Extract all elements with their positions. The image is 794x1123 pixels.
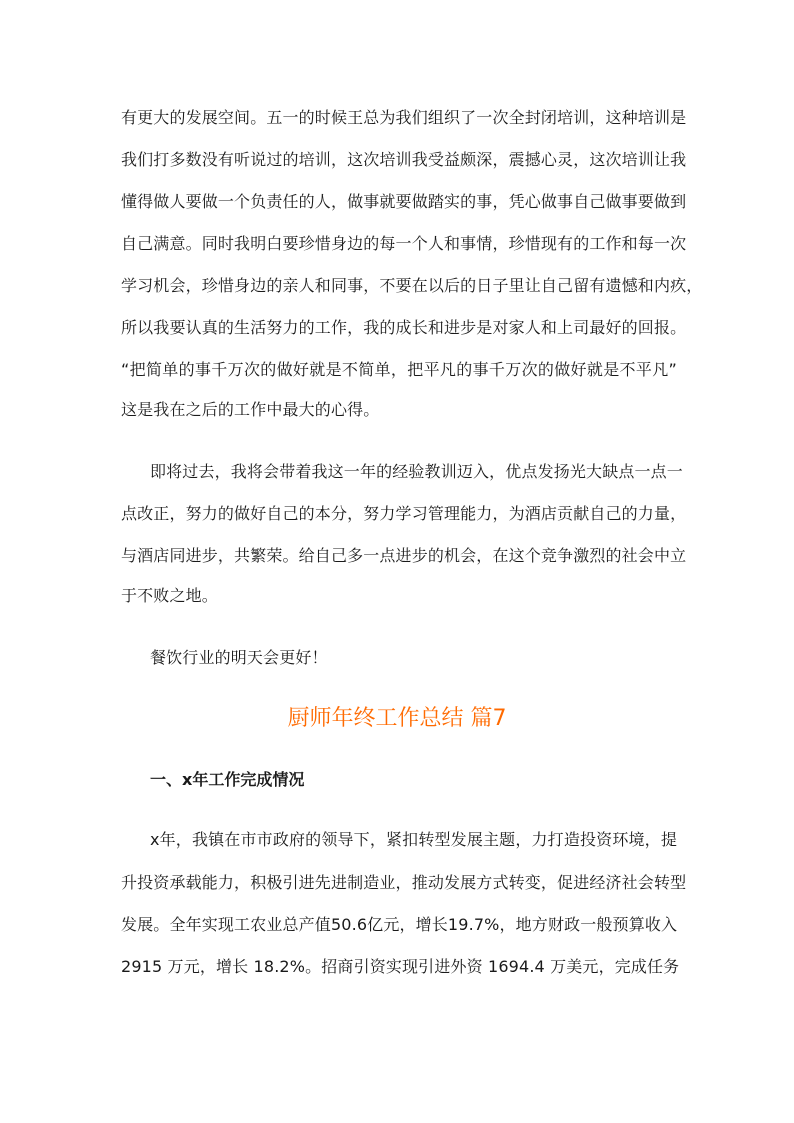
paragraph-3-line-1: 餐饮行业的明天会更好！ — [150, 648, 328, 667]
paragraph-1-line-3: 懂得做人要做一个负责任的人，做事就要做踏实的事，凭心做事自己做事要做到 — [121, 192, 687, 211]
paragraph-1-line-5: 学习机会，珍惜身边的亲人和同事，不要在以后的日子里让自己留有遗憾和内疚， — [121, 276, 703, 295]
paragraph-4-line-1: x年，我镇在市市政府的领导下，紧扣转型发展主题，力打造投资环境，提 — [150, 830, 677, 849]
paragraph-1-line-2: 我们打多数没有听说过的培训，这次培训我受益颇深，震撼心灵，这次培训让我 — [121, 150, 687, 169]
paragraph-2-line-4: 于不败之地。 — [121, 586, 218, 605]
paragraph-1-line-7: “把简单的事千万次的做好就是不简单，把平凡的事千万次的做好就是不平凡” — [121, 360, 677, 379]
paragraph-2-line-1: 即将过去，我将会带着我这一年的经验教训迈入，优点发扬光大缺点一点一 — [150, 462, 683, 481]
paragraph-4-line-4: 2915 万元，增长 18.2%。招商引资实现引进外资 1694.4 万美元，完成任务 — [121, 957, 680, 976]
paragraph-1-line-1: 有更大的发展空间。五一的时候王总为我们组织了一次全封闭培训，这种培训是 — [121, 108, 687, 127]
paragraph-4-line-2: 升投资承载能力，积极引进先进制造业，推动发展方式转变，促进经济社会转型 — [121, 873, 687, 892]
section-subheading: 一、x年工作完成情况 — [150, 770, 305, 789]
section-title: 厨师年终工作总结 篇7 — [287, 706, 507, 731]
paragraph-4-line-3: 发展。全年实现工农业总产值50.6亿元，增长19.7%，地方财政一般预算收入 — [121, 915, 678, 934]
paragraph-1-line-4: 自己满意。同时我明白要珍惜身边的每一个人和事情，珍惜现有的工作和每一次 — [121, 234, 687, 253]
paragraph-2-line-3: 与酒店同进步，共繁荣。给自己多一点进步的机会，在这个竞争激烈的社会中立 — [121, 546, 687, 565]
paragraph-2-line-2: 点改正，努力的做好自己的本分，努力学习管理能力，为酒店贡献自己的力量， — [121, 504, 687, 523]
paragraph-1-line-6: 所以我要认真的生活努力的工作，我的成长和进步是对家人和上司最好的回报。 — [121, 318, 687, 337]
paragraph-1-line-8: 这是我在之后的工作中最大的心得。 — [121, 400, 380, 419]
